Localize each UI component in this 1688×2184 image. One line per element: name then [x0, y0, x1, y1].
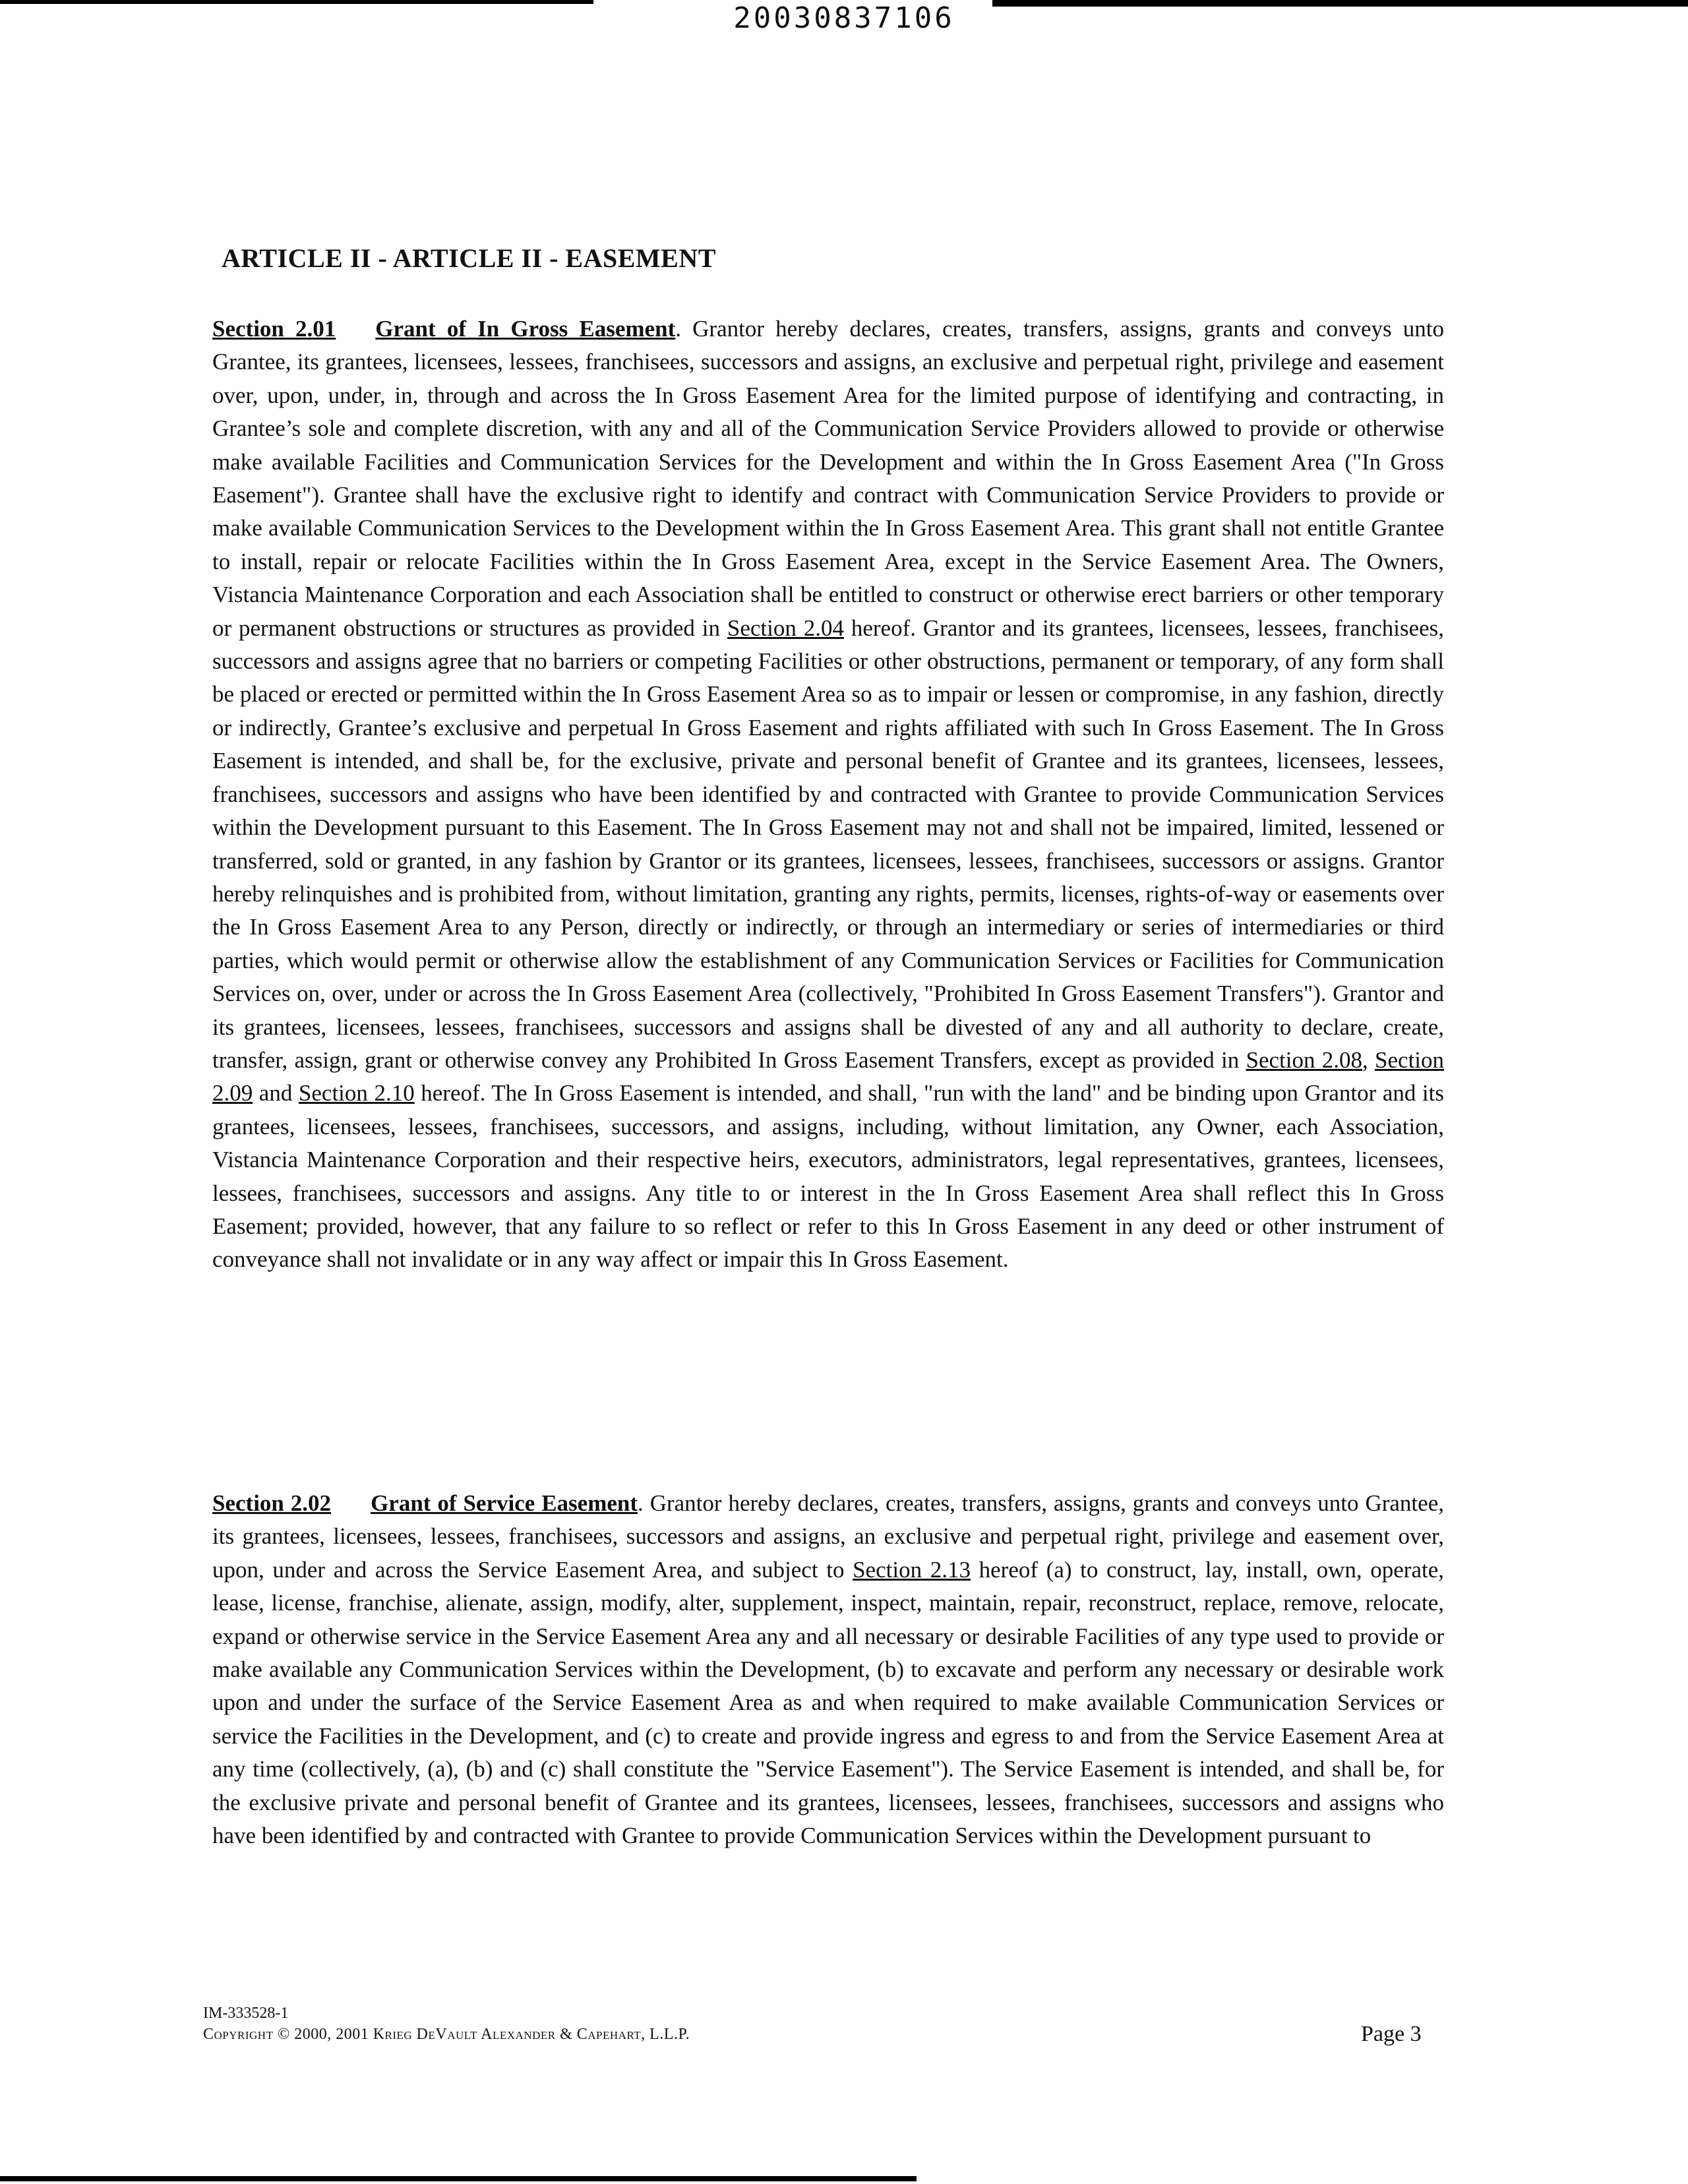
section-text: . Grantor hereby declares, creates, transfers, assigns, grants and conveys unto Grantee, its grantees, licensees, lessees, franchisees, successors and assigns, an exclusive and perpetual right, privilege and easement over, upon, under and across the Service Easement Area, and subject to	[212, 1490, 1444, 1583]
document-number: 20030837106	[733, 1, 955, 35]
footer-document-id: IM-333528-1	[203, 2005, 289, 2022]
section-2-02	[212, 1487, 1444, 1852]
section-text: hereof (a) to construct, lay, install, own, operate, lease, license, franchise, alienate, assign, modify, alter, supplement, inspect, maintain, repair, reconstruct, replace, remove, relocate, expand or otherwise service in the Service Easement Area any and all necessary or desirable Facilities of any type used to provide or make available any Communication Services within the Development, (b) to excavate and perform any necessary or desirable work upon and under the surface of the Service Easement Area as and when required to make available Communication Services or service the Facilities in the Development, and (c) to create and provide ingress and egress to and from the Service Easement Area at any time (collectively, (a), (b) and (c) shall constitute the "Service Easement"). The Service Easement is intended, and shall be, for the exclusive private and personal benefit of Grantee and its grantees, licensees, lessees, franchisees, successors and assigns who have been identified by and contracted with Grantee to provide Communication Services within the Development pursuant to	[212, 1556, 1444, 1849]
cross-reference: Section 2.09	[212, 1046, 1445, 1107]
footer-copyright: Copyright © 2000, 2001 Krieg DeVault Alexander & Capehart, L.L.P.	[203, 2026, 690, 2043]
scan-edge-bottom	[0, 2176, 917, 2181]
section-text: ,	[1362, 1046, 1375, 1073]
section-text: . Grantor hereby declares, creates, transfers, assigns, grants and conveys unto Grantee, its grantees, licensees, lessees, franchisees, successors and assigns, an exclusive and perpetual right, privilege and easement over, upon, under, in, through and across the In Gross Easement Area for the limited purpose of identifying and contracting, in Grantee’s sole and complete discretion, with any and all of the Communication Service Providers allowed to provide or otherwise make available Facilities and Communication Services for the Development and within the In Gross Easement Area ("In Gross Easement"). Grantee shall have the exclusive right to identify and contract with Communication Service Providers to provide or make available Communication Services to the Development within the In Gross Easement Area. This grant shall not entitle Grantee to install, repair or relocate Facilities within the In Gross Easement Area, except in the Service Easement Area. The Owners, Vistancia Maintenance Corporation and each Association shall be entitled to construct or otherwise erect barriers or other temporary or permanent obstructions or structures as provided in	[212, 316, 1444, 641]
section-text: hereof. The In Gross Easement is intended, and shall, "run with the land" and be binding upon Grantor and its grantees, licensees, lessees, franchisees, successors, and assigns, including, without limitation, any Owner, each Association, Vistancia Maintenance Corporation and their respective heirs, executors, administrators, legal representatives, grantees, licensees, lessees, franchisees, successors and assigns. Any title to or interest in the In Gross Easement Area shall reflect this In Gross Easement; provided, however, that any failure to so reflect or refer to this In Gross Easement in any deed or other instrument of conveyance shall not invalidate or in any way affect or impair this In Gross Easement.	[212, 1080, 1445, 1273]
section-number: Section 2.02	[212, 1490, 332, 1516]
cross-reference: Section 2.04	[727, 615, 844, 641]
section-2-01	[212, 313, 1444, 1277]
article-heading: ARTICLE II - ARTICLE II - EASEMENT	[222, 243, 716, 273]
page-number: Page 3	[1361, 2022, 1422, 2046]
section-text: and	[253, 1080, 299, 1107]
section-title: Grant of In Gross Easement	[375, 316, 676, 342]
section-text: hereof. Grantor and its grantees, licensees, lessees, franchisees, successors and assigns agree that no barriers or competing Facilities or other obstructions, permanent or temporary, of any form shall be placed or erected or permitted within the In Gross Easement Area so as to impair or lessen or compromise, in any fashion, directly or indirectly, Grantee’s exclusive and perpetual In Gross Easement and rights affiliated with such In Gross Easement. The In Gross Easement is intended, and shall be, for the exclusive, private and personal benefit of Grantee and its grantees, licensees, lessees, franchisees, successors and assigns who have been identified by and contracted with Grantee to provide Communication Services within the Development pursuant to this Easement. The In Gross Easement may not and shall not be impaired, limited, lessened or transferred, sold or granted, in any fashion by Grantor or its grantees, licensees, lessees, franchisees, successors or assigns. Grantor hereby relinquishes and is prohibited from, without limitation, granting any rights, permits, licenses, rights-of-way or easements over the In Gross Easement Area to any Person, directly or indirectly, or through an intermediary or series of intermediaries or third parties, which would permit or otherwise allow the establishment of any Communication Services or Facilities for Communication Services on, over, under or across the In Gross Easement Area (collectively, "Prohibited In Gross Easement Transfers"). Grantor and its grantees, licensees, lessees, franchisees, successors and assigns shall be divested of any and all authority to declare, create, transfer, assign, grant or otherwise convey any Prohibited In Gross Easement Transfers, except as provided in	[212, 615, 1445, 1073]
cross-reference: Section 2.13	[853, 1556, 971, 1583]
section-title: Grant of Service Easement	[371, 1490, 638, 1516]
cross-reference: Section 2.10	[298, 1080, 415, 1107]
cross-reference: Section 2.08	[1246, 1046, 1362, 1073]
section-number: Section 2.01	[212, 316, 336, 342]
